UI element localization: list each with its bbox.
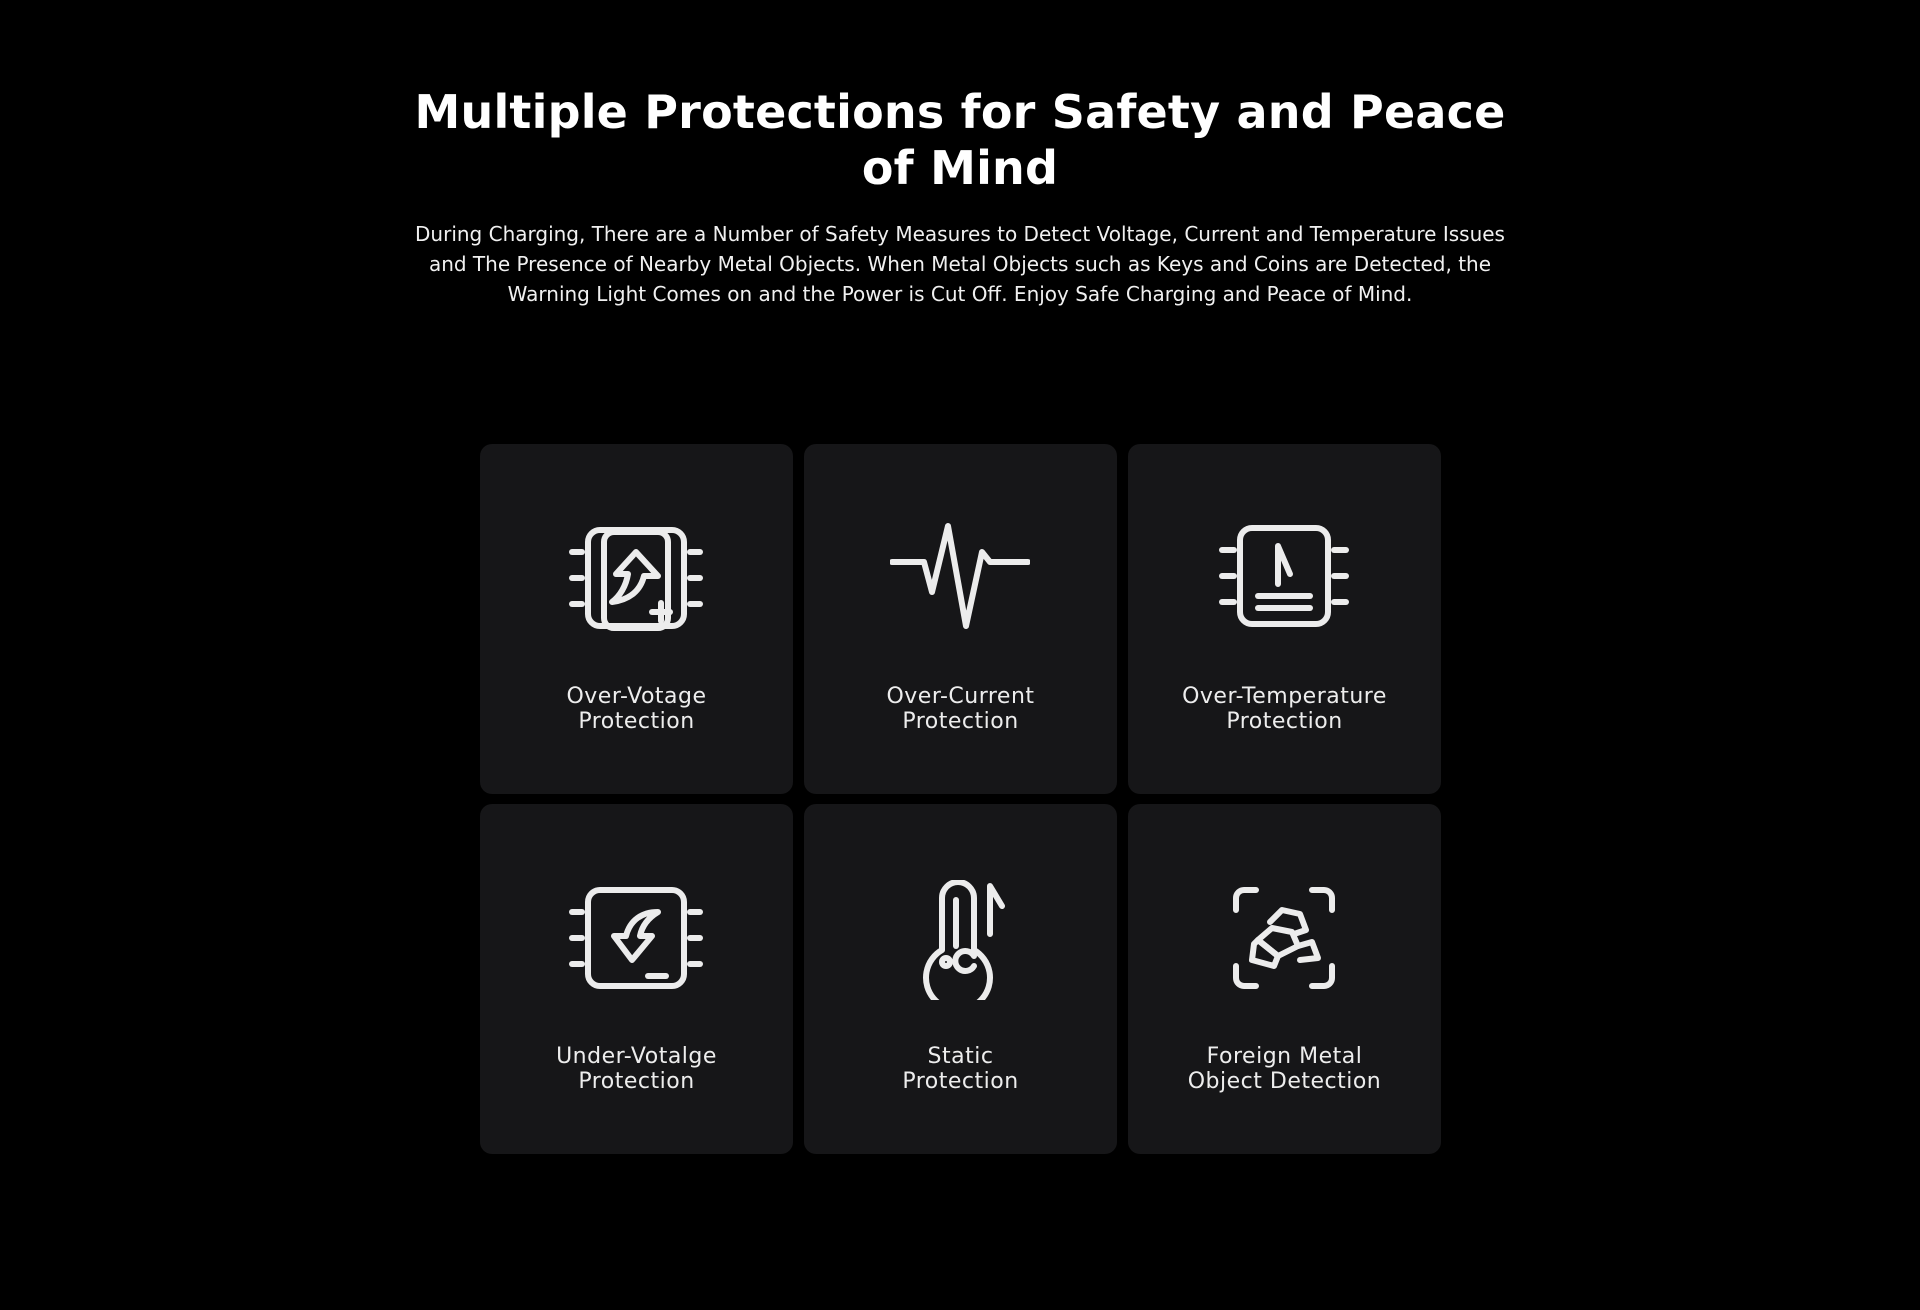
card-label — [1138, 1044, 1431, 1094]
card-label-line1: Under-Votalge — [556, 1044, 717, 1069]
card-label-line2: Protection — [1226, 709, 1343, 734]
chip-gauge-icon — [1214, 520, 1354, 640]
card-under-voltage — [480, 804, 793, 1154]
card-label — [490, 684, 783, 734]
card-label-line2: Protection — [902, 709, 1019, 734]
card-static — [804, 804, 1117, 1154]
card-label-line2: Object Detection — [1187, 1069, 1382, 1094]
gold-bars-scan-icon — [1214, 880, 1354, 1000]
card-label-line2: Protection — [902, 1069, 1019, 1094]
card-label-line2: Protection — [578, 709, 695, 734]
card-label-line1: Over-Current — [886, 684, 1035, 709]
pulse-wave-icon — [890, 520, 1030, 640]
card-label — [1138, 684, 1431, 734]
section-headline: Multiple Protections for Safety and Peace of Mind — [414, 85, 1506, 195]
card-over-voltage — [480, 444, 793, 794]
card-label-line1: Static — [927, 1044, 994, 1069]
card-over-current — [804, 444, 1117, 794]
card-label — [814, 684, 1107, 734]
card-over-temperature — [1128, 444, 1441, 794]
card-label-line1: Foreign Metal — [1206, 1044, 1363, 1069]
card-label — [490, 1044, 783, 1094]
card-foreign-metal — [1128, 804, 1441, 1154]
card-label-line2: Protection — [578, 1069, 695, 1094]
chip-arrow-down-minus-icon — [566, 880, 706, 1000]
chip-arrow-up-plus-icon — [566, 520, 706, 640]
card-label-line1: Over-Temperature — [1182, 684, 1387, 709]
protection-grid — [480, 444, 1440, 1154]
card-label-line1: Over-Votage — [566, 684, 707, 709]
section-description: During Charging, There are a Number of Safety Measures to Detect Voltage, Current and Temperature Issues and The Presence of Nearby Metal Objects. When Metal Objects such as Keys and Coins are Detected, the Warning Light Comes on and the Power is Cut Off. Enjoy Safe Charging and Peace of Mind. — [415, 222, 1505, 306]
thermometer-celsius-icon — [890, 880, 1030, 1000]
card-label — [814, 1044, 1107, 1094]
